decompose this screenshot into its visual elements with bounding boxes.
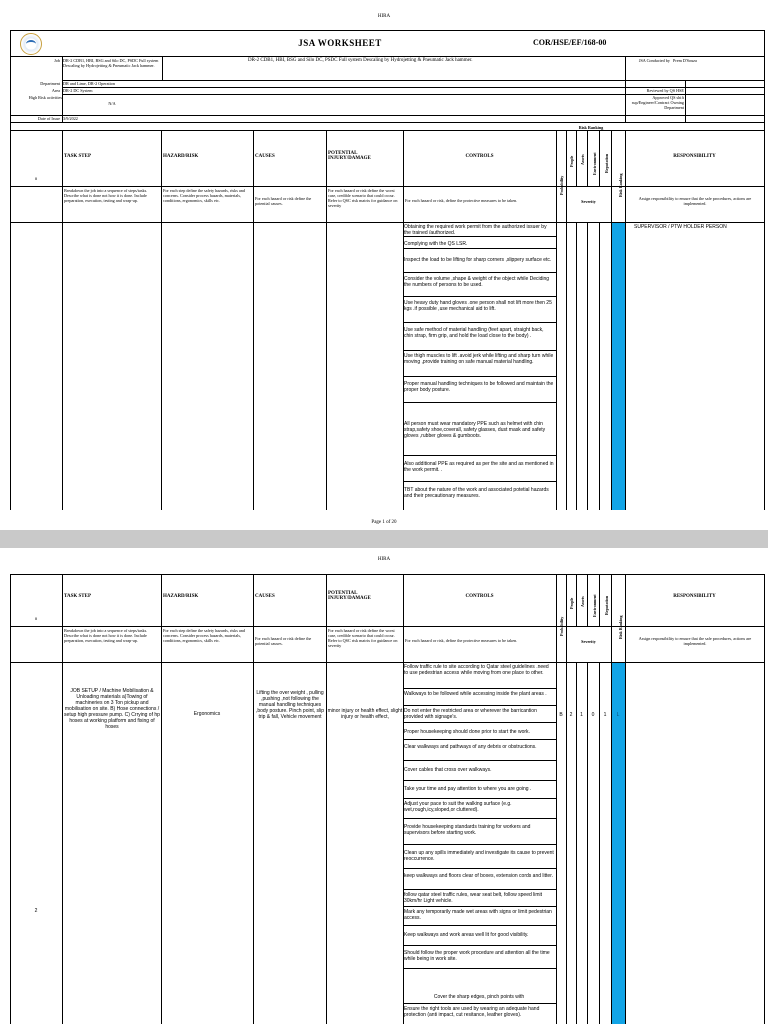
risk-ranking-cell: L <box>616 712 620 718</box>
desc-responsibility: Assign responsibility to ensure that the safe procedures, actions are implemented. <box>638 636 752 646</box>
control-item: Cover the sharp edges, pinch points with <box>433 994 525 1000</box>
highrisk-value: N/A <box>108 101 116 106</box>
header-risk-ranking: Risk Ranking <box>618 615 623 639</box>
header-causes: CAUSES <box>255 154 275 159</box>
page-footer: Page 1 of 20 <box>371 520 397 525</box>
control-item: keep walkways and floors clear of boxes, extension cords and litter. <box>404 873 553 879</box>
header-people: People <box>569 597 574 609</box>
header-task-step: TASK STEP <box>64 594 91 599</box>
desc-causes: For each hazard or risk define the potential causes. <box>255 196 312 206</box>
causes-cell: Lifting the over weight , pulling ,pushing ,not following the manual handling techniques ,body posture. Pinch point, slip trip & fall, Vehicle movement <box>255 690 325 720</box>
date-value: 3/9/2022 <box>63 116 78 121</box>
desc-task-step: Breakdown the job into a sequence of steps/tasks. Describe what is done not how it is done. Include preparation, execution, testing and wrap-up. <box>64 188 148 203</box>
job-label: Job <box>54 58 60 63</box>
control-item: Take your time and pay attention to where you are going . <box>404 786 532 792</box>
area-label: Area <box>51 88 60 93</box>
desc-injury: For each hazard or risk define the worst case, credible scenario that could occur. Refer to QSC risk matrix for guidance on severity <box>328 188 398 208</box>
worksheet-title: JSA WORKSHEET <box>298 38 382 48</box>
control-item: Should follow the proper work procedure and attention all the time while being in work site. <box>404 950 550 962</box>
header-environment: Environment <box>592 152 597 175</box>
desc-responsibility: Assign responsibility to ensure that the safe procedures, actions are implemented. <box>638 196 752 206</box>
header-hazard: HAZARD/RISK <box>163 594 199 599</box>
company-logo <box>20 33 42 55</box>
highrisk-label: High Risk activities <box>28 95 62 100</box>
desc-task-step: Breakdown the job into a sequence of steps/tasks. Describe what is done not how it is done. Include preparation, execution, testing and wrap-up. <box>64 628 148 643</box>
header-environment: Environment <box>592 594 597 617</box>
responsibility-value: SUPERVISOR / PTW HOLDER PERSON <box>634 224 727 230</box>
conducted-label: JSA Conducted by <box>638 58 670 63</box>
page-label: HIRA <box>377 557 391 562</box>
conducted-value: Prem D'Souza <box>673 58 697 63</box>
control-item: Inspect the load to be lifting for sharp corners ,slippery surface etc. <box>404 257 552 263</box>
risk-ranking-label: Risk Ranking <box>578 125 604 130</box>
control-item: Clear walkways and pathways of any debris or obstructions. <box>404 744 537 750</box>
document-page-2 <box>0 548 768 1024</box>
control-item: Complying with the QS LSR. <box>404 241 468 247</box>
control-item: Keep walkways and work areas well lit for good visibility. <box>404 932 529 938</box>
reviewed-label: Reviewed by QS HSE <box>646 88 684 93</box>
reputation-cell: 1 <box>603 712 607 718</box>
header-injury: POTENTIAL INJURY/DAMAGE <box>328 591 371 601</box>
desc-controls: For each hazard or risk, define the protective measures to be taken. <box>405 638 518 643</box>
control-item: Use thigh muscles to lift .avoid jerk while lifting and sharp turn while moving ,provide training on safe manual material handling. <box>404 353 554 365</box>
injury-cell: minor injury or health effect, slight injury or health effect, <box>327 708 403 720</box>
control-item: All person must wear mandatory PPE such as helmet with chin strap,safety shoe,coverall, safety glasses, dust mask and safety gloves ,rubber gloves & gumboots. <box>404 421 546 439</box>
desc-hazard: For each step define the safety hazards, risks and concerns. Consider process hazards, materials, conditions, ergonomics, skills etc. <box>163 628 245 643</box>
control-item: Mark any temporarily made wet areas with signs or limit pedestrian access. <box>404 909 552 921</box>
control-item: Use heavy duty hand gloves .one person shall not lift more then 25 kgs .if possible ,use mechanical aid to lift. <box>404 300 552 312</box>
desc-hazard: For each step define the safety hazards, risks and concerns. Consider process hazards, materials, conditions, ergonomics, skills etc. <box>163 188 245 203</box>
header-probability: Probability <box>559 616 564 636</box>
header-assets: Assets <box>580 596 585 607</box>
control-item: Ensure the right tools are used by wearing an adequate hand protection (anti impact, cut resitance, leather gloves). <box>404 1006 540 1018</box>
row-number: 2 <box>34 908 38 914</box>
department-value: DR and Lime, DR-2 Operation <box>63 81 115 86</box>
header-number: # <box>34 176 38 181</box>
area-value: DR-2 DC System <box>63 88 93 93</box>
header-injury: POTENTIAL INJURY/DAMAGE <box>328 151 371 161</box>
doc-code: COR/HSE/EF/168-00 <box>533 38 607 47</box>
control-item: Walkways to be followed while accessing inside the plant areas . <box>404 691 547 697</box>
control-item: Do not enter the restricted area or wherever the barricantion provided with signage's. <box>404 708 537 720</box>
control-item: Also additional PPE as required as per the site and as mentioned in the work permit. . <box>404 461 554 473</box>
header-responsibility: RESPONSIBILITY <box>673 594 716 599</box>
probability-cell: B <box>559 712 563 718</box>
header-reputation: Reputation <box>604 595 609 615</box>
assets-cell: 1 <box>580 712 583 718</box>
environment-cell: 0 <box>591 712 595 718</box>
header-risk-ranking: Risk Ranking <box>618 173 623 197</box>
control-item: Follow traffic rule to site according to Qatar steel guidelines .need to use pedestrian access while moving from one place to other. <box>404 664 549 676</box>
header-reputation: Reputation <box>604 153 609 173</box>
desc-controls: For each hazard or risk, define the protective measures to be taken. <box>405 198 518 203</box>
task-step-cell: JOB SETUP / Machine Mobilisation & Unloading materials a)Towing of machineries on 3 Ton pickup and mobilisation on site. B) Hose connections / setup high pressure pump. C) Crrying of hp hoses at working platform and fixing of hoses <box>64 688 160 730</box>
desc-causes: For each hazard or risk define the potential causes. <box>255 636 312 646</box>
approved-label: Approved QS shift sup/Engineer/Contract Owning Department <box>631 95 684 110</box>
control-item: follow qatar steel traffic rules, wear seat belt, follow speed limit 30km/hr Light vehicle. <box>404 892 543 904</box>
header-severity: Severity <box>581 639 596 644</box>
header-people: People <box>569 155 574 167</box>
header-task-step: TASK STEP <box>64 154 91 159</box>
header-responsibility: RESPONSIBILITY <box>673 154 716 159</box>
control-item: Proper housekeeping should done prior to start the work. <box>404 729 530 735</box>
hazard-cell: Ergonomics <box>193 711 221 717</box>
people-cell: 2 <box>569 712 573 718</box>
risk-ranking-fill <box>612 223 625 510</box>
department-label: Department <box>40 81 60 86</box>
job-description: DR-2 CDB1, HBI, BSG and Silo DC, PSDC Full system Descaling by Hydrojetting & Pneumatic Jack hammer. <box>248 58 473 63</box>
control-item: Proper manual handling techniques to be followed and maintain the proper body posture. <box>404 381 554 393</box>
header-assets: Assets <box>580 154 585 165</box>
control-item: Adjust your pace to suit the walking surface (e.g. wet,rough,icy,sloped,or cluttered). <box>404 801 512 813</box>
control-item: Cover cables that cross over walkways. <box>404 767 492 773</box>
date-label: Date of Issue <box>37 116 60 121</box>
header-severity: Severity <box>581 199 596 204</box>
header-hazard: HAZARD/RISK <box>163 154 199 159</box>
control-item: Obtaining the required work permit from the authorized issuer by the trained /authorized. <box>404 224 547 236</box>
control-item: Use safe method of material handling (feet apart, straight back, chin strap, firm grip, and hold the load close to the body) . <box>404 327 544 339</box>
header-controls: CONTROLS <box>465 594 494 599</box>
header-probability: Probability <box>559 175 564 195</box>
control-item: Consider the volume ,shape & weight of the object while Deciding the numbers of persons to be used. <box>404 276 550 288</box>
control-item: TBT about the nature of the work and associated potetial hazards and their precautionary measures. <box>404 487 549 499</box>
page-label: HIRA <box>377 14 391 19</box>
header-number: # <box>34 616 38 621</box>
control-item: Clean up any spills immediately and investigate its cause to prevent reoccurrence. <box>404 850 554 862</box>
header-controls: CONTROLS <box>465 154 494 159</box>
job-value: DR-2 CDB1, HBI, BSG and Silo DC, PSDC Full system Descaling by Hydrojetting & Pneumatic Jack hammer. <box>63 58 159 68</box>
control-item: Provide housekeeping standards training for workers and supervisors before starting work. <box>404 824 531 836</box>
header-causes: CAUSES <box>255 594 275 599</box>
desc-injury: For each hazard or risk define the worst case, credible scenario that could occur. Refer to QSC risk matrix for guidance on severity <box>328 628 398 648</box>
